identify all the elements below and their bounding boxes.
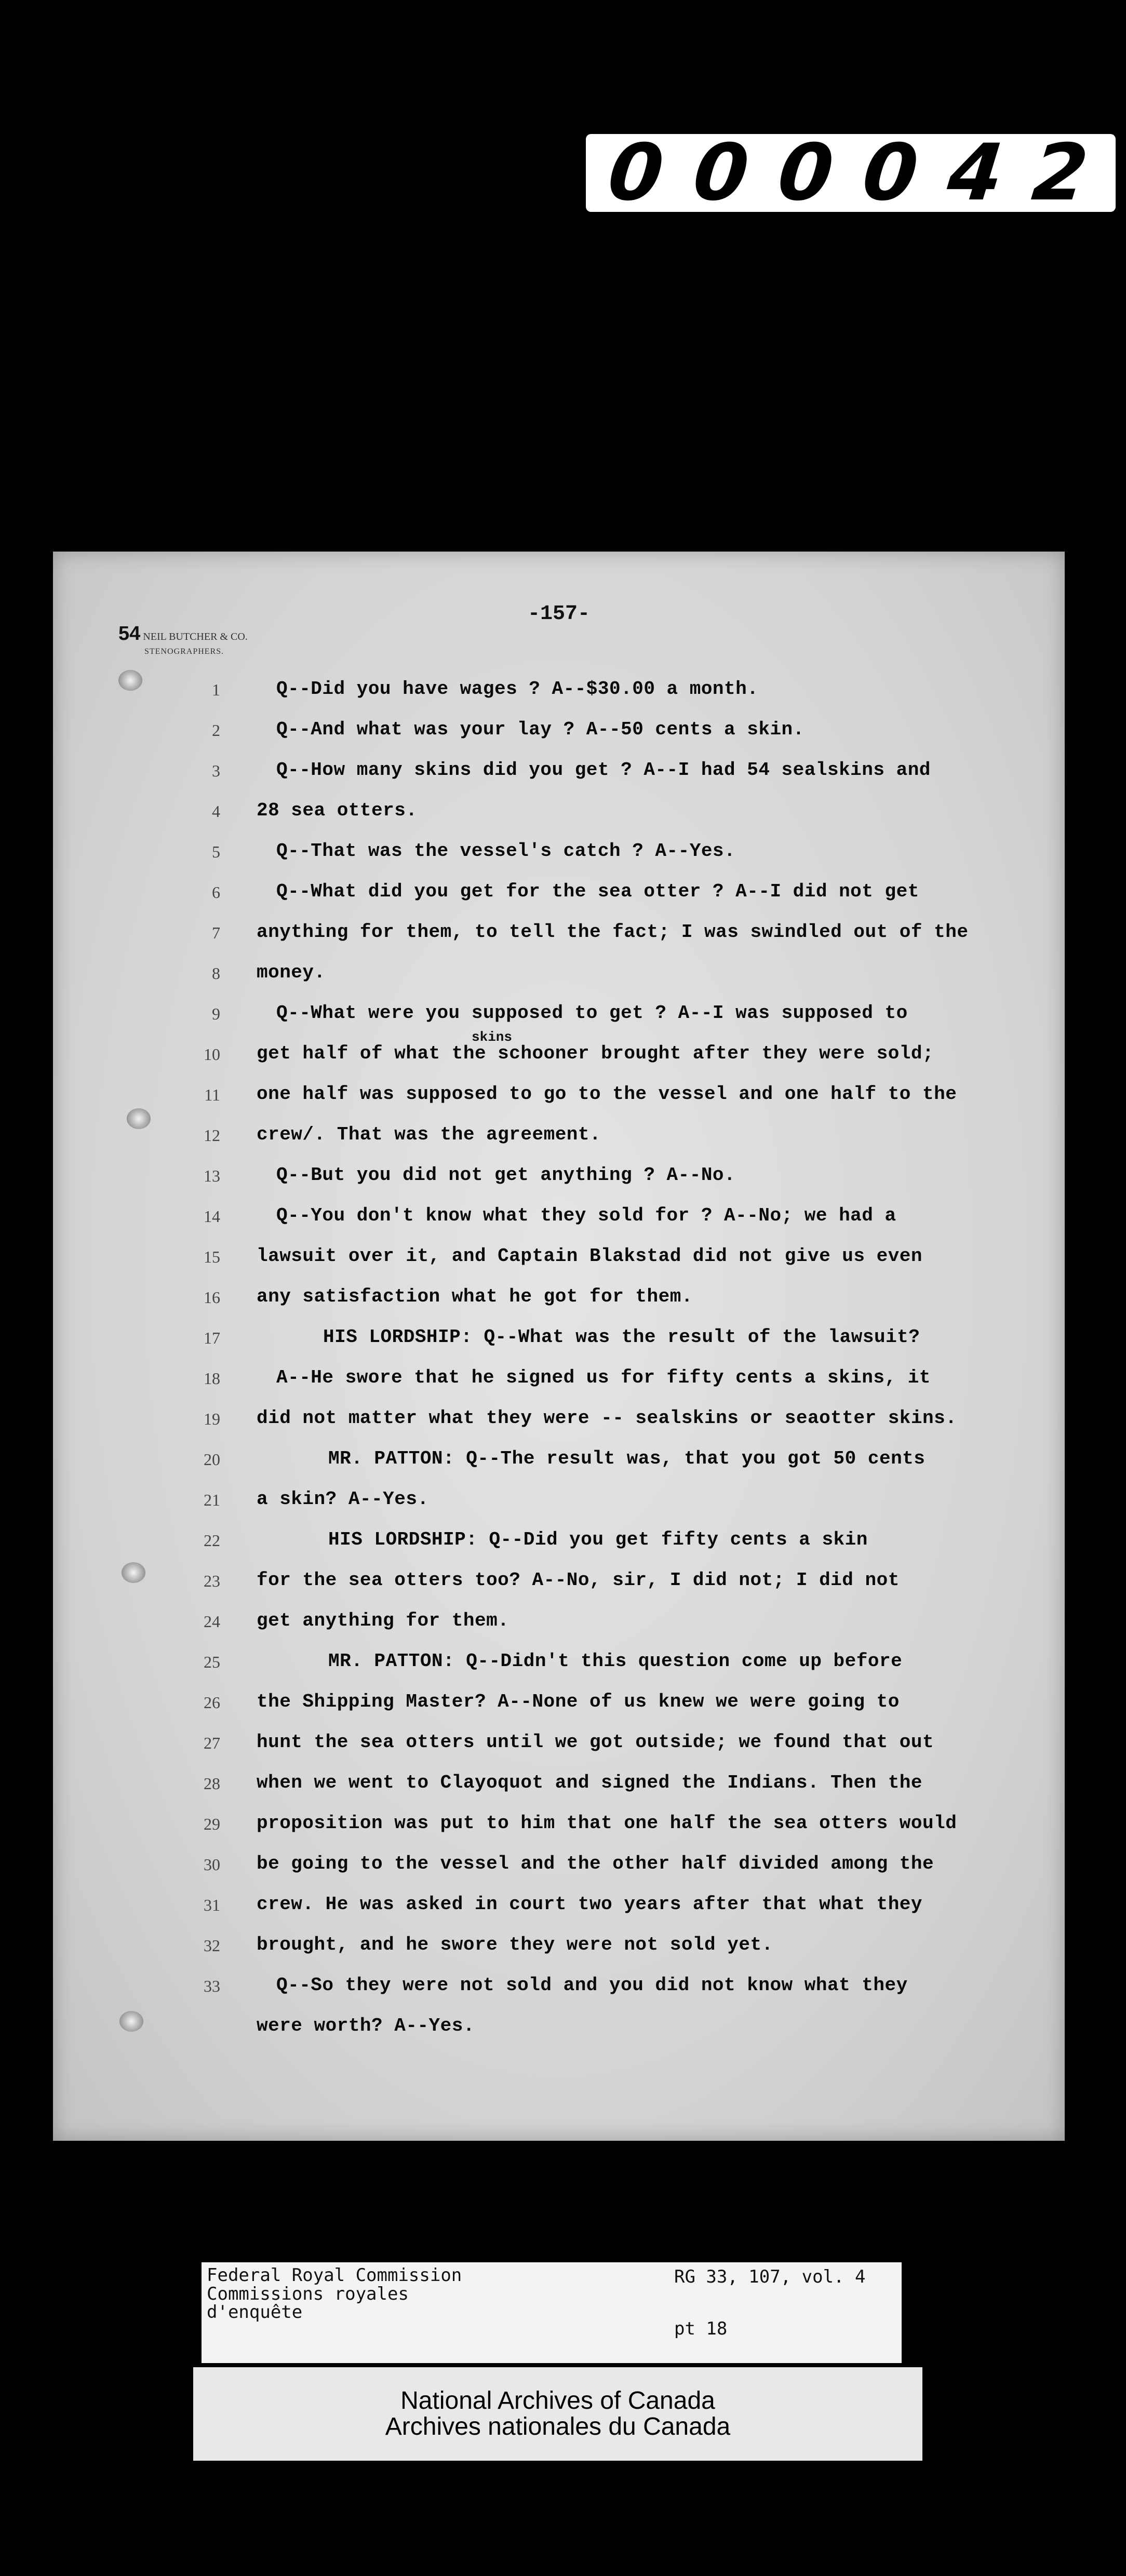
transcript-line: were worth? A--Yes.	[257, 2015, 475, 2036]
transcript-line: get anything for them.	[257, 1610, 510, 1631]
transcript-line: crew. He was asked in court two years after that what they	[257, 1894, 923, 1915]
transcript-line: money.	[257, 962, 326, 983]
line-number: 2	[212, 721, 220, 740]
punch-hole	[119, 2011, 143, 2032]
line-number: 25	[204, 1653, 220, 1671]
transcript-line: Q--But you did not get anything ? A--No.	[276, 1164, 736, 1186]
frame-number	[586, 128, 1116, 218]
transcript-line: Q--What were you supposed to get ? A--I was supposed to	[276, 1002, 908, 1024]
line-number: 9	[212, 1004, 220, 1023]
part-number: pt 18	[674, 2318, 728, 2339]
line-number: 15	[204, 1247, 220, 1266]
line-number: 22	[204, 1531, 220, 1550]
line-number: 32	[204, 1936, 220, 1955]
letterhead-firm: NEIL BUTCHER & CO.	[143, 631, 248, 642]
letterhead-subtitle: STENOGRAPHERS.	[144, 647, 224, 656]
handwritten-insertion: skins	[472, 1029, 513, 1045]
transcript-line: the Shipping Master? A--None of us knew we were going to	[257, 1691, 900, 1712]
frame-digit: 0	[604, 128, 673, 218]
transcript-line: a skin? A--Yes.	[257, 1488, 429, 1510]
transcript-line: Q--What did you get for the sea otter ? A--I did not get	[276, 881, 919, 902]
punch-hole	[122, 1562, 145, 1583]
line-number: 19	[204, 1410, 220, 1428]
collection-label	[202, 2262, 902, 2363]
transcript-line: crew/. That was the agreement.	[257, 1124, 601, 1145]
transcript-line: MR. PATTON: Q--The result was, that you got 50 cents	[328, 1448, 926, 1469]
line-number: 12	[204, 1126, 220, 1145]
line-number: 27	[204, 1734, 220, 1752]
archives-credit	[193, 2367, 922, 2461]
transcript-line: A--He swore that he signed us for fifty cents a skins, it	[276, 1367, 931, 1388]
punch-hole	[118, 670, 142, 691]
transcript-line: be going to the vessel and the other half divided among the	[257, 1853, 934, 1874]
collection-line: d'enquête	[207, 2302, 303, 2323]
transcript-line: HIS LORDSHIP: Q--Did you get fifty cents a skin	[328, 1529, 868, 1550]
transcript-line: Q--How many skins did you get ? A--I had 54 sealskins and	[276, 759, 931, 781]
letterhead	[118, 623, 248, 656]
frame-digit: 2	[1028, 128, 1097, 218]
line-number: 28	[204, 1774, 220, 1793]
line-number: 30	[204, 1855, 220, 1874]
line-number: 29	[204, 1815, 220, 1833]
transcript-line: hunt the sea otters until we got outside; we found that out	[257, 1732, 934, 1753]
transcript-line: any satisfaction what he got for them.	[257, 1286, 693, 1307]
transcript-line: Q--You don't know what they sold for ? A--No; we had a	[276, 1205, 896, 1226]
line-number: 1	[212, 680, 220, 699]
collection-title	[207, 2266, 462, 2322]
line-number: 4	[212, 802, 220, 821]
record-group-reference: RG 33, 107, vol. 4	[674, 2266, 866, 2287]
line-number: 3	[212, 761, 220, 780]
line-number: 20	[204, 1450, 220, 1469]
transcript-line: Q--That was the vessel's catch ? A--Yes.	[276, 840, 736, 862]
transcript-line: Q--So they were not sold and you did not know what they	[276, 1975, 908, 1996]
transcript-line: lawsuit over it, and Captain Blakstad did not give us even	[257, 1245, 923, 1267]
frame-digit: 0	[859, 128, 928, 218]
punch-hole	[127, 1108, 151, 1129]
line-number: 14	[204, 1207, 220, 1226]
line-number: 17	[204, 1329, 220, 1347]
transcript-line: get half of what the schooner brought after they were sold;	[257, 1043, 934, 1064]
line-number: 31	[204, 1896, 220, 1914]
line-number: 11	[204, 1085, 220, 1104]
line-number: 10	[204, 1045, 220, 1064]
archives-name-fr: Archives nationales du Canada	[385, 2413, 731, 2440]
transcript-line: when we went to Clayoquot and signed the Indians. Then the	[257, 1772, 923, 1793]
archives-name-en: National Archives of Canada	[400, 2386, 715, 2414]
frame-digit: 0	[689, 128, 758, 218]
collection-line: Commissions royales	[207, 2283, 409, 2304]
transcript-line: did not matter what they were -- sealskins or seaotter skins.	[257, 1407, 957, 1429]
page-number: -157-	[527, 602, 591, 626]
line-number: 33	[204, 1977, 220, 1995]
transcript-line: Q--And what was your lay ? A--50 cents a skin.	[276, 719, 805, 740]
transcript-line: HIS LORDSHIP: Q--What was the result of the lawsuit?	[323, 1326, 920, 1348]
transcript-line: MR. PATTON: Q--Didn't this question come up before	[328, 1651, 903, 1672]
line-number: 23	[204, 1572, 220, 1590]
line-number: 21	[204, 1491, 220, 1509]
frame-digit: 4	[943, 128, 1013, 218]
line-number: 24	[204, 1612, 220, 1631]
handwritten-page-number: 54	[118, 623, 141, 645]
collection-line: Federal Royal Commission	[207, 2265, 462, 2286]
transcript-line: Q--Did you have wages ? A--$30.00 a month.	[276, 678, 759, 700]
line-number: 5	[212, 842, 220, 861]
line-number: 7	[212, 923, 220, 942]
line-number: 13	[204, 1166, 220, 1185]
transcript-page	[53, 552, 1065, 2141]
transcript-line: for the sea otters too? A--No, sir, I did not; I did not	[257, 1569, 900, 1591]
transcript-line: 28 sea otters.	[257, 800, 418, 821]
transcript-line: anything for them, to tell the fact; I was swindled out of the	[257, 921, 969, 943]
line-number: 26	[204, 1693, 220, 1712]
line-number: 8	[212, 964, 220, 983]
frame-digit: 0	[773, 128, 843, 218]
line-number: 18	[204, 1369, 220, 1388]
transcript-line: one half was supposed to go to the vessel and one half to the	[257, 1083, 957, 1105]
transcript-line: brought, and he swore they were not sold yet.	[257, 1934, 773, 1955]
transcript-line: proposition was put to him that one half the sea otters would	[257, 1813, 957, 1834]
line-number: 16	[204, 1288, 220, 1307]
line-number: 6	[212, 883, 220, 902]
